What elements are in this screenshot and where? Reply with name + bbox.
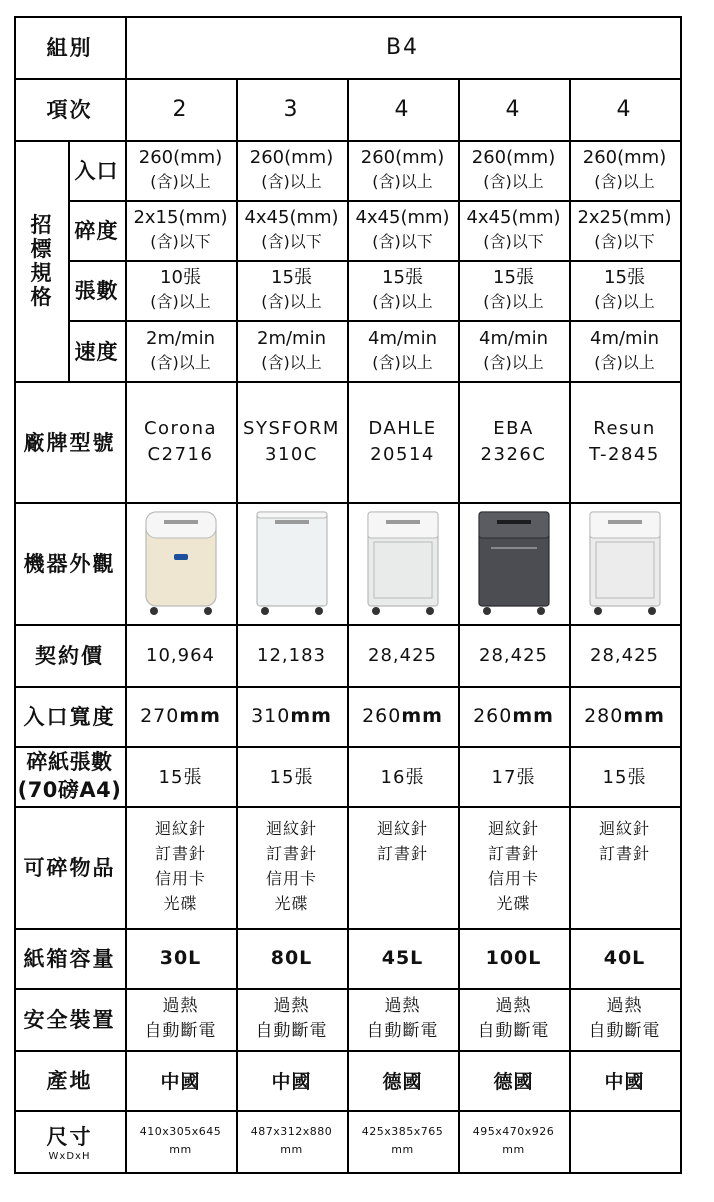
capacity-value-text: 40L [603, 947, 646, 969]
spec-value-main: 15張 [604, 267, 645, 288]
paper-shredder-icon [249, 508, 335, 618]
entry-width-number: 280 [584, 705, 624, 727]
spec-value-main: 4x45(mm) [466, 207, 561, 228]
spec-value-main: 260(mm) [138, 147, 223, 168]
group-label-text: 組別 [46, 36, 93, 60]
items-entry: 迴紋針 [265, 819, 317, 838]
appearance-image [347, 502, 458, 624]
items-entry: 迴紋針 [598, 819, 650, 838]
items-label [14, 806, 125, 928]
entry-width-unit: mm [623, 705, 665, 727]
sheets-label [14, 746, 125, 806]
entry-width-unit: mm [290, 705, 332, 727]
spec-group-char: 格 [30, 284, 52, 309]
group-value [125, 16, 680, 78]
spec-value [125, 200, 236, 260]
column-header [458, 78, 569, 140]
brand-model [569, 381, 680, 502]
spec-group-char: 招 [30, 212, 52, 237]
price-value [569, 624, 680, 686]
spec-value [236, 140, 347, 200]
spec-value-qualifier: (含)以上 [150, 352, 211, 372]
origin-value [458, 1050, 569, 1110]
brand-model [458, 381, 569, 502]
paper-shredder-icon [138, 508, 224, 618]
items-value [347, 806, 458, 928]
origin-value [347, 1050, 458, 1110]
spec-value-qualifier: (含)以上 [594, 172, 655, 191]
item-label-text: 項次 [46, 98, 93, 122]
items-entry: 迴紋針 [487, 819, 539, 838]
brand-label [14, 381, 125, 502]
model-number: 2326C [480, 443, 547, 465]
spec-value-qualifier: (含)以上 [372, 172, 433, 191]
spec-value-main: 4x45(mm) [355, 207, 450, 228]
spec-row-label [68, 320, 125, 381]
items-value [125, 806, 236, 928]
entry-width-value [458, 686, 569, 746]
brand-label-text: 廠牌型號 [23, 430, 116, 455]
spec-value [347, 140, 458, 200]
items-entry: 光碟 [274, 894, 309, 913]
column-header [347, 78, 458, 140]
sheets-value-text: 17張 [491, 767, 536, 788]
spec-value-qualifier: (含)以上 [483, 352, 544, 372]
spec-value [236, 200, 347, 260]
size-label-text: 尺寸 [46, 1124, 93, 1149]
entry-width-label [14, 686, 125, 746]
spec-value-main: 4m/min [368, 327, 437, 349]
column-header [569, 78, 680, 140]
sheets-value-text: 15張 [269, 767, 314, 788]
price-label [14, 624, 125, 686]
spec-value-qualifier: (含)以下 [483, 232, 544, 251]
spec-value [347, 260, 458, 320]
spec-value [347, 200, 458, 260]
size-dimensions: 487x312x880 [250, 1125, 333, 1138]
safety-line2: 自動斷電 [588, 1021, 661, 1041]
origin-value-text: 中國 [160, 1070, 201, 1093]
paper-shredder-icon [582, 508, 668, 618]
spec-value-main: 260(mm) [471, 147, 556, 168]
model-number: 310C [265, 443, 318, 465]
group-value-text: B4 [385, 34, 420, 60]
column-header [236, 78, 347, 140]
model-number: T-2845 [589, 443, 660, 465]
safety-value [458, 988, 569, 1050]
size-unit: mm [280, 1143, 303, 1156]
sheets-value-text: 16張 [380, 767, 425, 788]
price-label-text: 契約價 [35, 644, 104, 668]
spec-value-qualifier: (含)以上 [150, 292, 211, 311]
safety-line2: 自動斷電 [366, 1021, 439, 1041]
safety-label-text: 安全裝置 [23, 1008, 116, 1032]
origin-value-text: 德國 [382, 1070, 423, 1093]
brand-name: EBA [493, 417, 534, 439]
spec-value [458, 200, 569, 260]
spec-value-qualifier: (含)以上 [483, 172, 544, 191]
spec-value-qualifier: (含)以上 [594, 292, 655, 311]
safety-line2: 自動斷電 [477, 1021, 550, 1041]
capacity-value [569, 928, 680, 988]
capacity-value-text: 100L [485, 947, 542, 969]
safety-value [125, 988, 236, 1050]
spec-value-main: 4m/min [479, 327, 548, 349]
entry-width-unit: mm [512, 705, 554, 727]
appearance-image [569, 502, 680, 624]
sheets-value [569, 746, 680, 806]
spec-group-label [14, 140, 68, 381]
safety-value [236, 988, 347, 1050]
capacity-value-text: 30L [159, 947, 202, 969]
safety-line2: 自動斷電 [144, 1021, 217, 1041]
sheets-value-text: 15張 [602, 767, 647, 788]
size-label [14, 1110, 125, 1172]
size-value [569, 1110, 680, 1172]
table-rule [680, 16, 682, 1174]
origin-label-text: 產地 [46, 1069, 93, 1093]
appearance-image [125, 502, 236, 624]
spec-value-qualifier: (含)以下 [372, 232, 433, 251]
spec-value-main: 2x15(mm) [133, 207, 228, 228]
column-number: 4 [394, 96, 411, 122]
entry-width-value [236, 686, 347, 746]
spec-row-label [68, 260, 125, 320]
safety-line1: 過熱 [384, 996, 421, 1016]
items-entry: 訂書針 [154, 844, 206, 863]
group-label [14, 16, 125, 78]
spec-row-label [68, 200, 125, 260]
entry-width-number: 270 [140, 705, 180, 727]
spec-value [125, 260, 236, 320]
price-value [236, 624, 347, 686]
spec-value-main: 2m/min [146, 327, 215, 349]
entry-width-number: 260 [362, 705, 402, 727]
capacity-value [125, 928, 236, 988]
spec-value-qualifier: (含)以上 [483, 292, 544, 311]
column-number: 3 [283, 96, 300, 122]
spec-value-main: 10張 [160, 267, 201, 288]
capacity-value-text: 80L [270, 947, 313, 969]
spec-value [569, 200, 680, 260]
spec-value-qualifier: (含)以下 [261, 232, 322, 251]
items-entry: 信用卡 [265, 869, 317, 888]
entry-width-number: 310 [251, 705, 291, 727]
size-value [236, 1110, 347, 1172]
spec-value-qualifier: (含)以上 [261, 172, 322, 191]
spec-row-label [68, 140, 125, 200]
safety-line1: 過熱 [273, 996, 310, 1016]
safety-label [14, 988, 125, 1050]
spec-value-main: 4m/min [590, 327, 659, 349]
brand-name: Corona [143, 417, 218, 439]
sheets-value [347, 746, 458, 806]
capacity-label [14, 928, 125, 988]
items-value [458, 806, 569, 928]
paper-shredder-icon [471, 508, 557, 618]
spec-value-qualifier: (含)以下 [150, 232, 211, 251]
spec-value-main: 15張 [382, 267, 423, 288]
size-unit: mm [391, 1143, 414, 1156]
spec-group-char: 規 [30, 260, 52, 285]
sheets-value [236, 746, 347, 806]
spec-value [236, 260, 347, 320]
table-rule [14, 1172, 680, 1174]
size-dimensions: 425x385x765 [361, 1125, 444, 1138]
entry-width-value [347, 686, 458, 746]
spec-value [236, 320, 347, 381]
column-number: 4 [505, 96, 522, 122]
spec-value-qualifier: (含)以上 [261, 352, 322, 372]
size-value [458, 1110, 569, 1172]
entry-width-unit: mm [179, 705, 221, 727]
items-entry: 訂書針 [265, 844, 317, 863]
price-value-text: 28,425 [368, 644, 437, 666]
size-value [125, 1110, 236, 1172]
spec-value-qualifier: (含)以上 [372, 352, 433, 372]
size-dimensions: 495x470x926 [472, 1125, 555, 1138]
spec-value-qualifier: (含)以上 [261, 292, 322, 311]
spec-value [569, 260, 680, 320]
spec-value [458, 320, 569, 381]
capacity-value [347, 928, 458, 988]
spec-value [569, 320, 680, 381]
spec-value [569, 140, 680, 200]
paper-shredder-icon [360, 508, 446, 618]
price-value-text: 12,183 [257, 644, 326, 666]
items-entry: 訂書針 [376, 844, 428, 863]
spec-value-main: 4x45(mm) [244, 207, 339, 228]
appearance-image [458, 502, 569, 624]
model-number: 20514 [370, 443, 435, 465]
sheets-label-line2: (70磅A4) [17, 778, 122, 802]
items-entry: 光碟 [163, 894, 198, 913]
spec-value [125, 140, 236, 200]
sheets-label-line1: 碎紙張數 [26, 750, 113, 774]
sheets-value [458, 746, 569, 806]
origin-label [14, 1050, 125, 1110]
price-value [347, 624, 458, 686]
spec-value [347, 320, 458, 381]
spec-value [458, 260, 569, 320]
size-unit: mm [502, 1143, 525, 1156]
appearance-label-text: 機器外觀 [23, 552, 116, 576]
spec-value-qualifier: (含)以上 [594, 352, 655, 372]
origin-value-text: 德國 [493, 1070, 534, 1093]
items-entry: 信用卡 [487, 869, 539, 888]
brand-name: Resun [593, 417, 656, 439]
spec-value-main: 260(mm) [249, 147, 334, 168]
safety-value [569, 988, 680, 1050]
capacity-label-text: 紙箱容量 [23, 947, 116, 971]
size-value [347, 1110, 458, 1172]
spec-value-main: 2m/min [257, 327, 326, 349]
origin-value-text: 中國 [604, 1070, 645, 1093]
spec-value-qualifier: (含)以上 [150, 172, 211, 191]
items-entry: 訂書針 [598, 844, 650, 863]
brand-name: DAHLE [368, 417, 437, 439]
entry-width-value [569, 686, 680, 746]
model-number: C2716 [147, 443, 214, 465]
origin-value-text: 中國 [271, 1070, 312, 1093]
price-value-text: 28,425 [479, 644, 548, 666]
spec-row-label-text: 碎度 [74, 219, 119, 243]
price-value-text: 28,425 [590, 644, 659, 666]
entry-width-label-text: 入口寬度 [23, 705, 116, 729]
items-entry: 光碟 [496, 894, 531, 913]
spec-value-qualifier: (含)以上 [372, 292, 433, 311]
size-sublabel: WxDxH [48, 1150, 91, 1162]
safety-line1: 過熱 [606, 996, 643, 1016]
size-unit: mm [169, 1143, 192, 1156]
items-value [569, 806, 680, 928]
brand-model [236, 381, 347, 502]
origin-value [569, 1050, 680, 1110]
items-entry: 迴紋針 [154, 819, 206, 838]
brand-name: SYSFORM [243, 417, 340, 439]
spec-value-main: 260(mm) [360, 147, 445, 168]
spec-value-main: 15張 [271, 267, 312, 288]
spec-value [458, 140, 569, 200]
spec-group-char: 標 [30, 236, 52, 261]
spec-value-main: 2x25(mm) [577, 207, 672, 228]
items-entry: 迴紋針 [376, 819, 428, 838]
capacity-value [236, 928, 347, 988]
appearance-label [14, 502, 125, 624]
items-entry: 訂書針 [487, 844, 539, 863]
brand-model [347, 381, 458, 502]
size-dimensions: 410x305x645 [139, 1125, 222, 1138]
sheets-value-text: 15張 [158, 767, 203, 788]
capacity-value-text: 45L [381, 947, 424, 969]
brand-model [125, 381, 236, 502]
column-number: 2 [172, 96, 189, 122]
origin-value [236, 1050, 347, 1110]
entry-width-number: 260 [473, 705, 513, 727]
price-value [125, 624, 236, 686]
spec-value-main: 15張 [493, 267, 534, 288]
price-value-text: 10,964 [146, 644, 215, 666]
safety-value [347, 988, 458, 1050]
entry-width-value [125, 686, 236, 746]
safety-line2: 自動斷電 [255, 1021, 328, 1041]
column-number: 4 [616, 96, 633, 122]
column-header [125, 78, 236, 140]
items-value [236, 806, 347, 928]
spec-value-main: 260(mm) [582, 147, 667, 168]
item-label [14, 78, 125, 140]
items-entry: 信用卡 [154, 869, 206, 888]
capacity-value [458, 928, 569, 988]
spec-row-label-text: 速度 [74, 339, 119, 364]
items-label-text: 可碎物品 [23, 856, 116, 880]
sheets-value [125, 746, 236, 806]
spec-value-qualifier: (含)以下 [594, 232, 655, 251]
spec-value [125, 320, 236, 381]
price-value [458, 624, 569, 686]
appearance-image [236, 502, 347, 624]
spec-row-label-text: 張數 [74, 279, 119, 303]
origin-value [125, 1050, 236, 1110]
spec-row-label-text: 入口 [74, 159, 119, 183]
entry-width-unit: mm [401, 705, 443, 727]
safety-line1: 過熱 [495, 996, 532, 1016]
safety-line1: 過熱 [162, 996, 199, 1016]
